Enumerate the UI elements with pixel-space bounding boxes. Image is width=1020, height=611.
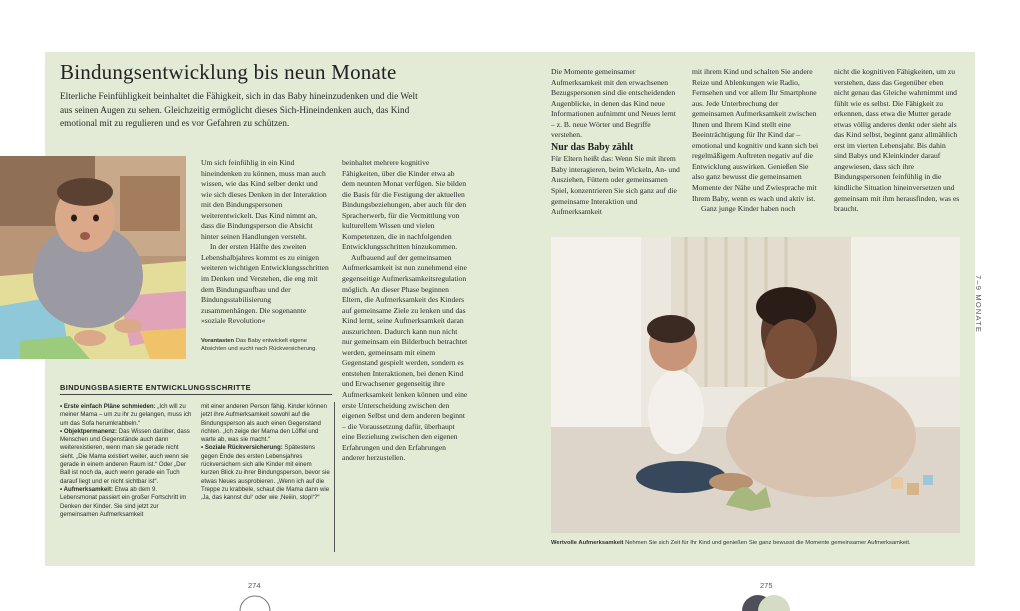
left-page-number: 274 — [248, 581, 261, 590]
baby-crawling-photo — [0, 156, 186, 359]
chapter-side-label: 7–9 MONATE — [974, 275, 983, 334]
section-heading: Nur das Baby zählt — [551, 141, 634, 153]
right-text-column-2: mit ihrem Kind und schalten Sie andere Reize und Ablenkungen wie Radio, Fernsehen und vor allem Ihr Smartphone aus. Jede Unterbrechung der gemeinsamen Aufmerksamkeit zwischen Ihnen und Ihrem Kind stellt eine Beeinträchtigung für Ihr Kind dar – emotional und kognitiv und kann sich bei regelmäßigem Auftreten negativ auf die Entwicklung auswirken. Genießen Sie also ganz bewusst die gemeinsamen Momente der Nähe und Zwiesprache mit Ihrem Baby, wenn es wach und aktiv ist. Ganz junge Kinder haben noch — [692, 67, 819, 214]
right-text-column-3: nicht die kognitiven Fähigkeiten, um zu verstehen, dass das Gegenüber eben nicht genau das Gleiche wahrnimmt und fühlt wie es selbst. Die Fähigkeit zu erkennen, dass etwa die Mutter gerade etwas völlig anderes denkt oder sieht als das Kind selbst, beginnt ganz allmählich erst im vierten Lebensjahr. Bis dahin sind Babys und Kleinkinder darauf angewiesen, dass sich ihre Bindungspersonen feinfühlig in die kindliche Situation hineinversetzen und gemeinsam mit ihm herausfinden, was es braucht. — [834, 67, 960, 214]
left-page-circle-decoration — [238, 594, 272, 611]
right-text-column-1: Die Momente gemeinsamer Aufmerksamkeit mit den erwachsenen Bezugspersonen sind die entscheidenden Augenblicke, in denen das Kind neue Informationen aufnimmt und Neues lernt – z. B. neue Wörter und Begriffe verstehen. Nur das Baby zählt Für Eltern heißt das: Wenn Sie mit ihrem Baby interagieren, beim Wickeln, An- und Ausziehen, Füttern oder gemeinsamen Spiel, konzentrieren Sie sich ganz auf die gemeinsame Interaktion und Aufmerksamkeit — [551, 67, 680, 217]
right-page-circle-decoration — [738, 592, 794, 611]
intro-paragraph: Elterliche Feinfühligkeit beinhaltet die Fähigkeit, sich in das Baby hineinzudenken und die Welt aus seinen Augen zu sehen. Gleichzeitig ermöglicht dieses Sich-Hineindenken auch, das Kind emotional mit zu regulieren und es vor Gefahren zu schützen. — [60, 92, 418, 129]
left-text-column-2: beinhaltet mehrere kognitive Fähigkeiten, über die Kinder etwa ab dem neunten Monat verfügen. Sie bilden die Basis für die Festigung der aktuellen Bindungsbeziehungen, aber auch für den Spracherwerb, für die Vermittlung von kulturellem Wissen und vielen Kompetenzen, die in nachfolgenden Entwicklungsschritten hinzukommen. Aufbauend auf der gemeinsamen Aufmerksamkeit ist nun zunehmend eine gegenseitige Aufmerksamkeitsregulation möglich. An dieser Phase beginnen Eltern, die Aufmerksamkeit des Kinders auf gemeinsame Ziele zu lenken und das Kind lernt, seine Aufmerksamkeit daran auszurichten. Dadurch kann nun nicht nur gemeinsam ein Bilderbuch betrachtet werden, gemeinsam mit einem Gegenstand gespielt werden, sondern es entstehen Interaktionen, bei denen Kind und Erwachsener gegenseitig ihre Aufmerksamkeit lenken können und eine erste Unterscheidung zwischen den eigenen Selbst und dem anderen beginnt – die Voraussetzung dafür, überhaupt eine Beziehung zwischen den eigenen Erfahrungen und den Erfahrungen anderer herzustellen. — [342, 158, 468, 463]
info-box-heading: BINDUNGSBASIERTE ENTWICKLUNGSSCHRITTE — [60, 383, 332, 395]
right-page-number: 275 — [760, 581, 773, 590]
left-text-column-1: Um sich feinfühlig in ein Kind hineindenken zu können, muss man auch wissen, wie das Kind selber denkt und wie sich dieses Denken in der Interaktion mit den Bindungspersonen weiterentwickelt. Das Kind nimmt an, dass die Bindungsperson die Absicht hinter seinen Handlungen versteht. In der ersten Hälfte des zweiten Lebenshalbjahres kommt es zu einigen weiteren wichtigen Entwicklungsschritten im Denken und Verstehen, die eng mit dem Bindungsaufbau und der Bindungsstabilisierung zusammenhängen. Die sogenannte »soziale Revolution« — [201, 158, 329, 326]
baby-photo-caption: Vorantasten Das Baby entwickelt eigene Absichten und sucht nach Rückversicherung. — [201, 338, 318, 352]
mother-child-photo — [551, 237, 960, 533]
mother-child-photo-caption: Wertvolle Aufmerksamkeit Nehmen Sie sich Zeit für Ihr Kind und genießen Sie ganz bewusst die Momente gemeinsamer Aufmerksamkeit. — [551, 540, 911, 546]
info-box-column-1: • Erste einfach Pläne schmieden: „Ich will zu meiner Mama – um zu ihr zu gelangen, muss ich um das Sofa herumkrabbeln.“ • Objektpermanenz: Das Wissen darüber, dass Menschen und Gegenstände auch dann weiterexistieren, wenn man sie gerade nicht sieht. „Die Mama existiert weiter, auch wenn sie gerade in einem anderen Raum ist.“ Oder „Der Ball ist noch da, auch wenn gerade ein Tuch darauf liegt und er nicht sichtbar ist“. • Aufmerksamkeit: Etwa ab dem 9. Lebensmonat passiert ein großer Fortschritt im Denken der Kinder. Sie sind jetzt zur gemeinsamen Aufmerksamkeit — [60, 403, 192, 518]
page-title: Bindungsentwicklung bis neun Monate — [60, 60, 397, 84]
info-box-column-2: mit einer anderen Person fähig. Kinder können jetzt ihre Aufmerksamkeit sowohl auf die Bindungsperson als auch einen Gegenstand richten. „Ich zeige der Mama den Löffel und warte ab, was sie macht.“ • Soziale Rückversicherung: Spätestens gegen Ende des ersten Lebensjahres rückversichern sich alle Kinder mit einem kurzen Blick zu ihrer Bindungsperson, bevor sie etwas Neues ausprobieren. „Wenn ich auf die Treppe zu krabbele, schaut die Mama dann wie ‚Ja, das kannst du!‘ oder wie ‚Neiiin, stop!‘?“ — [201, 403, 330, 502]
info-box-divider — [334, 402, 335, 552]
